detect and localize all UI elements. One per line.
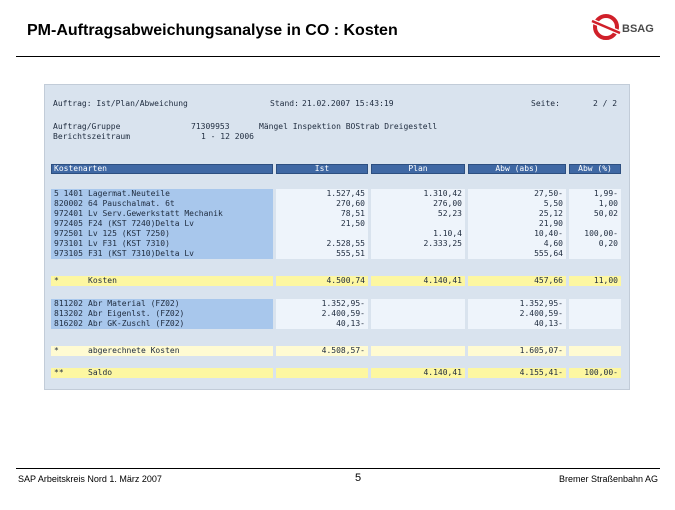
cell-ist: 4.500,74 [276,276,368,286]
cell-plan: 52,23 [371,209,465,219]
cell-plan [371,346,465,356]
kostenart-code: 972405 [54,219,83,228]
cell-plan [371,299,465,309]
table-row[interactable] [45,299,629,309]
cell-abw-pct [569,309,621,319]
cell-abw-pct: 11,00 [569,276,621,286]
table-row[interactable] [45,346,629,356]
cell-kostenart [51,199,273,209]
column-header-abw-abs[interactable]: Abw (abs) [468,164,566,174]
cell-kostenart [51,229,273,239]
cell-ist: 78,51 [276,209,368,219]
cell-plan: 2.333,25 [371,239,465,249]
column-header-kostenarten[interactable]: Kostenarten [51,164,273,174]
kostenart-code: 5 1401 [54,189,83,198]
table-row[interactable] [45,189,629,199]
cell-abw-pct: 100,00- [569,229,621,239]
slide-title: PM-Auftragsabweichungsanalyse in CO : Kosten [27,22,398,39]
cell-abw-abs: 25,12 [468,209,566,219]
cell-abw-abs: 10,40- [468,229,566,239]
order-number: 71309953 [191,122,230,131]
cell-ist [276,229,368,239]
kostenart-text: Lv F31 (KST 7310) [88,239,170,248]
cell-abw-abs: 2.400,59- [468,309,566,319]
kostenart-text: Kosten [88,276,117,285]
column-header-abw-pct[interactable]: Abw (%) [569,164,621,174]
cell-ist: 2.400,59- [276,309,368,319]
cell-abw-abs: 1.605,07- [468,346,566,356]
cell-abw-abs: 555,64 [468,249,566,259]
kostenart-code: 820002 [54,199,83,208]
kostenart-text: abgerechnete Kosten [88,346,180,355]
kostenart-code: * [54,346,59,355]
kostenart-text: Lv Serv.Gewerkstatt Mechanik [88,209,223,218]
cell-ist: 40,13- [276,319,368,329]
cell-kostenart [51,189,273,199]
cell-kostenart [51,319,273,329]
seite-label: Seite: [531,99,560,108]
cell-plan [371,319,465,329]
cell-abw-abs: 27,50- [468,189,566,199]
kostenart-code: 973101 [54,239,83,248]
kostenart-code: 973105 [54,249,83,258]
cell-abw-abs: 1.352,95- [468,299,566,309]
cell-plan [371,249,465,259]
table-row[interactable] [45,368,629,378]
table-row[interactable] [45,239,629,249]
kostenart-text: F24 (KST 7240)Delta Lv [88,219,194,228]
kostenart-text: Lv 125 (KST 7250) [88,229,170,238]
cell-ist: 270,60 [276,199,368,209]
kostenart-code: 813202 [54,309,83,318]
kostenart-code: 811202 [54,299,83,308]
table-row[interactable] [45,249,629,259]
cell-abw-pct: 100,00- [569,368,621,378]
kostenart-code: 816202 [54,319,83,328]
cell-kostenart [51,249,273,259]
kostenart-text: Lagermat.Neuteile [88,189,170,198]
kostenart-text: Abr GK-Zuschl (FZ02) [88,319,185,328]
cell-plan: 1.10,4 [371,229,465,239]
cell-abw-pct [569,219,621,229]
cell-abw-pct: 1,00 [569,199,621,209]
cell-abw-pct [569,249,621,259]
cell-kostenart [51,209,273,219]
table-row[interactable] [45,229,629,239]
table-row[interactable] [45,219,629,229]
kostenart-code: * [54,276,59,285]
logo-text: BSAG [622,23,654,35]
stand-value: 21.02.2007 15:43:19 [302,99,394,108]
order-description: Mängel Inspektion BOStrab Dreigestell [259,122,438,131]
sap-report-screen [44,84,630,390]
kostenart-text: Abr Eigenlst. (FZ02) [88,309,185,318]
cell-plan: 1.310,42 [371,189,465,199]
cell-abw-abs: 21,90 [468,219,566,229]
order-label: Auftrag/Gruppe [53,122,121,131]
cell-kostenart [51,219,273,229]
cell-abw-abs: 4,60 [468,239,566,249]
kostenart-text: Abr Material (FZ02) [88,299,180,308]
cell-ist: 2.528,55 [276,239,368,249]
cell-abw-pct: 0,20 [569,239,621,249]
column-header-ist[interactable]: Ist [276,164,368,174]
kostenart-text: Saldo [88,368,113,377]
cell-plan: 4.140,41 [371,368,465,378]
table-row[interactable] [45,209,629,219]
cell-ist: 4.508,57- [276,346,368,356]
table-row[interactable] [45,276,629,286]
seite-value: 2 / 2 [593,99,618,108]
period-value: 1 - 12 2006 [201,132,254,141]
report-title: Auftrag: Ist/Plan/Abweichung [53,99,188,108]
cell-ist: 21,50 [276,219,368,229]
footer-company: Bremer Straßenbahn AG [558,474,658,484]
cell-abw-abs: 457,66 [468,276,566,286]
period-label: Berichtszeitraum [53,132,131,141]
cell-plan [371,219,465,229]
kostenart-code: ** [54,368,64,377]
cell-abw-pct [569,319,621,329]
table-row[interactable] [45,319,629,329]
cell-kostenart [51,276,273,286]
footer-event: SAP Arbeitskreis Nord 1. März 2007 [18,474,162,484]
cell-plan: 4.140,41 [371,276,465,286]
cell-abw-abs: 40,13- [468,319,566,329]
footer-divider [16,468,660,469]
cell-kostenart [51,239,273,249]
kostenart-text: F31 (KST 7310)Delta Lv [88,249,194,258]
cell-abw-pct: 1,99- [569,189,621,199]
cell-ist: 555,51 [276,249,368,259]
table-row[interactable] [45,199,629,209]
cell-plan: 276,00 [371,199,465,209]
cell-abw-pct: 50,02 [569,209,621,219]
title-divider [16,56,660,57]
page-number: 5 [355,472,362,484]
cell-ist [276,368,368,378]
table-row[interactable] [45,309,629,319]
kostenart-code: 972401 [54,209,83,218]
cell-abw-pct [569,346,621,356]
cell-kostenart [51,309,273,319]
cell-ist: 1.352,95- [276,299,368,309]
bsag-logo [590,12,662,42]
cell-kostenart [51,299,273,309]
cell-abw-abs: 4.155,41- [468,368,566,378]
cell-ist: 1.527,45 [276,189,368,199]
cell-abw-abs: 5,50 [468,199,566,209]
kostenart-code: 972501 [54,229,83,238]
cell-plan [371,309,465,319]
cell-kostenart [51,346,273,356]
cell-abw-pct [569,299,621,309]
column-header-plan[interactable]: Plan [371,164,465,174]
kostenart-text: 64 Pauschalmat. 6t [88,199,175,208]
cell-kostenart [51,368,273,378]
stand-label: Stand: [270,99,299,108]
